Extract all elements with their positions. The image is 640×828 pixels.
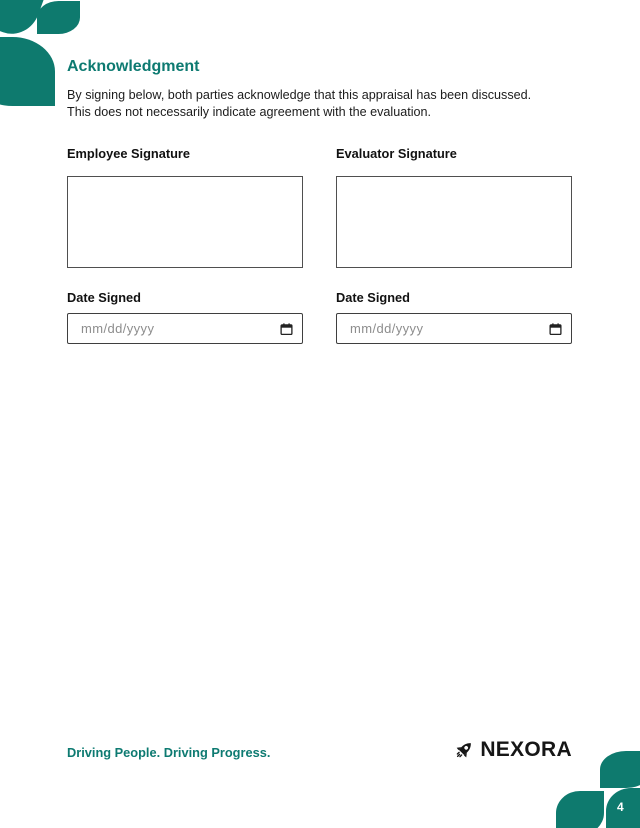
evaluator-date-field — [336, 313, 572, 344]
leaf-decoration-icon — [606, 788, 640, 828]
employee-signature-section — [67, 146, 303, 344]
evaluator-signature-section — [336, 146, 572, 344]
page-title: Acknowledgment — [67, 58, 200, 75]
employee-signature-label: Employee Signature — [67, 146, 191, 161]
evaluator-date-signed-label: Date Signed — [336, 290, 410, 305]
brand-name: NEXORA — [480, 738, 572, 761]
leaf-decoration-icon — [556, 791, 604, 828]
leaf-decoration-icon — [600, 751, 640, 788]
brand-logo — [453, 738, 572, 762]
intro-line-1: By signing below, both parties acknowledge that this appraisal has been discussed. — [67, 88, 532, 102]
leaf-decoration-icon — [37, 1, 80, 34]
evaluator-date-signed-input[interactable] — [336, 313, 572, 344]
rocket-icon — [453, 739, 475, 761]
employee-date-signed-input[interactable] — [67, 313, 303, 344]
employee-signature-box[interactable] — [67, 176, 303, 268]
evaluator-signature-box[interactable] — [336, 176, 572, 268]
evaluator-signature-label: Evaluator Signature — [336, 146, 457, 161]
leaf-decoration-icon — [0, 37, 55, 106]
intro-line-2: This does not necessarily indicate agreement with the evaluation. — [67, 104, 432, 119]
employee-date-field — [67, 313, 303, 344]
footer-tagline: Driving People. Driving Progress. — [67, 745, 271, 760]
employee-date-signed-label: Date Signed — [67, 290, 141, 305]
calendar-icon — [549, 322, 562, 335]
evaluator-date-picker-button[interactable] — [547, 320, 564, 337]
calendar-icon — [280, 322, 293, 335]
intro-text — [67, 87, 547, 120]
employee-date-picker-button[interactable] — [278, 320, 295, 337]
page-number: 4 — [617, 800, 624, 814]
